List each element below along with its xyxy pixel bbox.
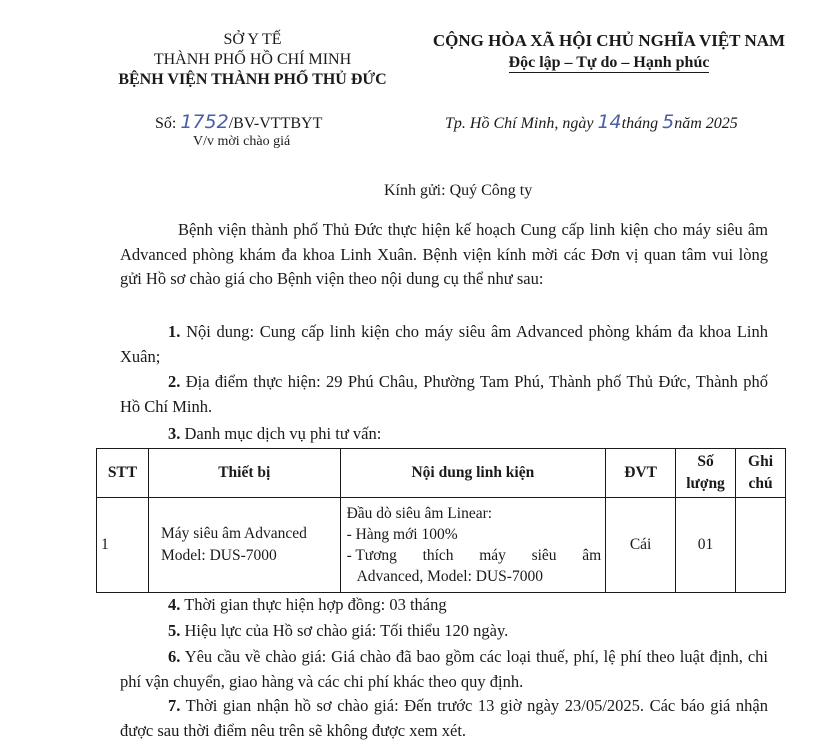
date-prefix: Tp. Hồ Chí Minh, ngày <box>445 115 594 132</box>
item-4-text: Thời gian thực hiện hợp đồng: 03 tháng <box>184 595 447 614</box>
intro-paragraph: Bệnh viện thành phố Thủ Đức thực hiện kế hoạch Cung cấp linh kiện cho máy siêu âm Advanced phòng khám đa khoa Linh Xuân. Bệnh viện kính mời các Đơn vị quan tâm vui lòng gửi Hồ sơ chào giá cho Bệnh viện theo nội dung cụ thể như sau: <box>120 220 768 288</box>
cell-device: Máy siêu âm Advanced Model: DUS-7000 <box>148 498 340 593</box>
content-line-3-word-1: - Tương <box>346 547 397 564</box>
handwritten-day: 14 <box>597 111 622 133</box>
header-device: Thiết bị <box>148 449 340 498</box>
cell-qty: 01 <box>676 498 736 593</box>
table-header-row <box>97 449 786 498</box>
document-number <box>155 111 322 133</box>
item-7-number: 7. <box>168 696 181 715</box>
salutation: Kính gửi: Quý Công ty <box>384 182 533 199</box>
header-note: Ghi chú <box>736 449 786 498</box>
nation-name: CỘNG HÒA XÃ HỘI CHỦ NGHĨA VIỆT NAM <box>432 31 786 50</box>
content-line-1: Đầu dò siêu âm Linear: <box>346 505 493 522</box>
content-line-3-word-3: máy <box>479 547 506 564</box>
handwritten-doc-number: 1752 <box>180 111 229 133</box>
content-line-3-word-5: âm <box>582 547 602 564</box>
header-qty: Số lượng <box>676 449 736 498</box>
item-5-number: 5. <box>168 621 181 640</box>
date-month-label: tháng <box>621 115 659 132</box>
item-1-text: Nội dung: Cung cấp linh kiện cho máy siêu âm Advanced phòng khám đa khoa Linh Xuân; <box>120 322 768 366</box>
cell-note <box>736 498 786 593</box>
cell-unit: Cái <box>606 498 676 593</box>
item-6 <box>120 645 768 694</box>
cell-content <box>340 498 606 593</box>
date-year: năm 2025 <box>674 115 738 132</box>
cell-stt: 1 <box>97 498 149 593</box>
doc-number-suffix: /BV-VTTBYT <box>228 115 323 132</box>
header-content: Nội dung linh kiện <box>340 449 606 498</box>
city-name: THÀNH PHỐ HỒ CHÍ MINH <box>153 51 352 68</box>
item-2 <box>120 370 768 419</box>
issue-date <box>445 111 738 133</box>
item-4 <box>120 593 768 618</box>
content-line-4: Advanced, Model: DUS-7000 <box>356 568 543 585</box>
content-line-3 <box>347 545 602 566</box>
item-3-text: Danh mục dịch vụ phi tư vấn: <box>184 424 382 443</box>
header-unit: ĐVT <box>606 449 676 498</box>
issuer-header <box>100 30 405 90</box>
header-stt: STT <box>97 449 149 498</box>
item-5-text: Hiệu lực của Hồ sơ chào giá: Tối thiểu 120 ngày. <box>184 621 509 640</box>
doc-number-prefix: Số: <box>155 115 177 132</box>
item-3-number: 3. <box>168 424 181 443</box>
handwritten-month: 5 <box>662 111 675 133</box>
item-3 <box>120 422 768 447</box>
item-6-text: Yêu cầu về chào giá: Giá chào đã bao gồm các loại thuế, phí, lệ phí theo luật định, chi phí vận chuyển, giao hàng và các chi phí khác theo quy định. <box>120 647 768 691</box>
item-2-text: Địa điểm thực hiện: 29 Phú Châu, Phường Tam Phú, Thành phố Thủ Đức, Thành phố Hồ Chí Minh. <box>120 372 768 416</box>
table-row <box>97 498 786 593</box>
item-7 <box>120 694 768 743</box>
content-line-3-word-2: thích <box>422 547 454 564</box>
content-line-2: - Hàng mới 100% <box>346 526 458 543</box>
service-list-table <box>96 448 786 593</box>
hospital-name: BỆNH VIỆN THÀNH PHỐ THỦ ĐỨC <box>118 71 387 88</box>
item-7-text: Thời gian nhận hồ sơ chào giá: Đến trước 13 giờ ngày 23/05/2025. Các báo giá nhận được sau thời điểm nêu trên sẽ không được xem xét. <box>120 696 768 740</box>
item-2-number: 2. <box>168 372 181 391</box>
ministry-name: SỞ Y TẾ <box>223 31 282 48</box>
item-5 <box>120 619 768 644</box>
item-6-number: 6. <box>168 647 181 666</box>
national-header <box>415 30 803 74</box>
item-1 <box>120 320 768 369</box>
content-line-3-word-4: siêu <box>531 547 557 564</box>
item-4-number: 4. <box>168 595 181 614</box>
document-subject: V/v mời chào giá <box>193 134 291 149</box>
national-motto: Độc lập – Tự do – Hạnh phúc <box>508 54 710 71</box>
item-1-number: 1. <box>168 322 181 341</box>
